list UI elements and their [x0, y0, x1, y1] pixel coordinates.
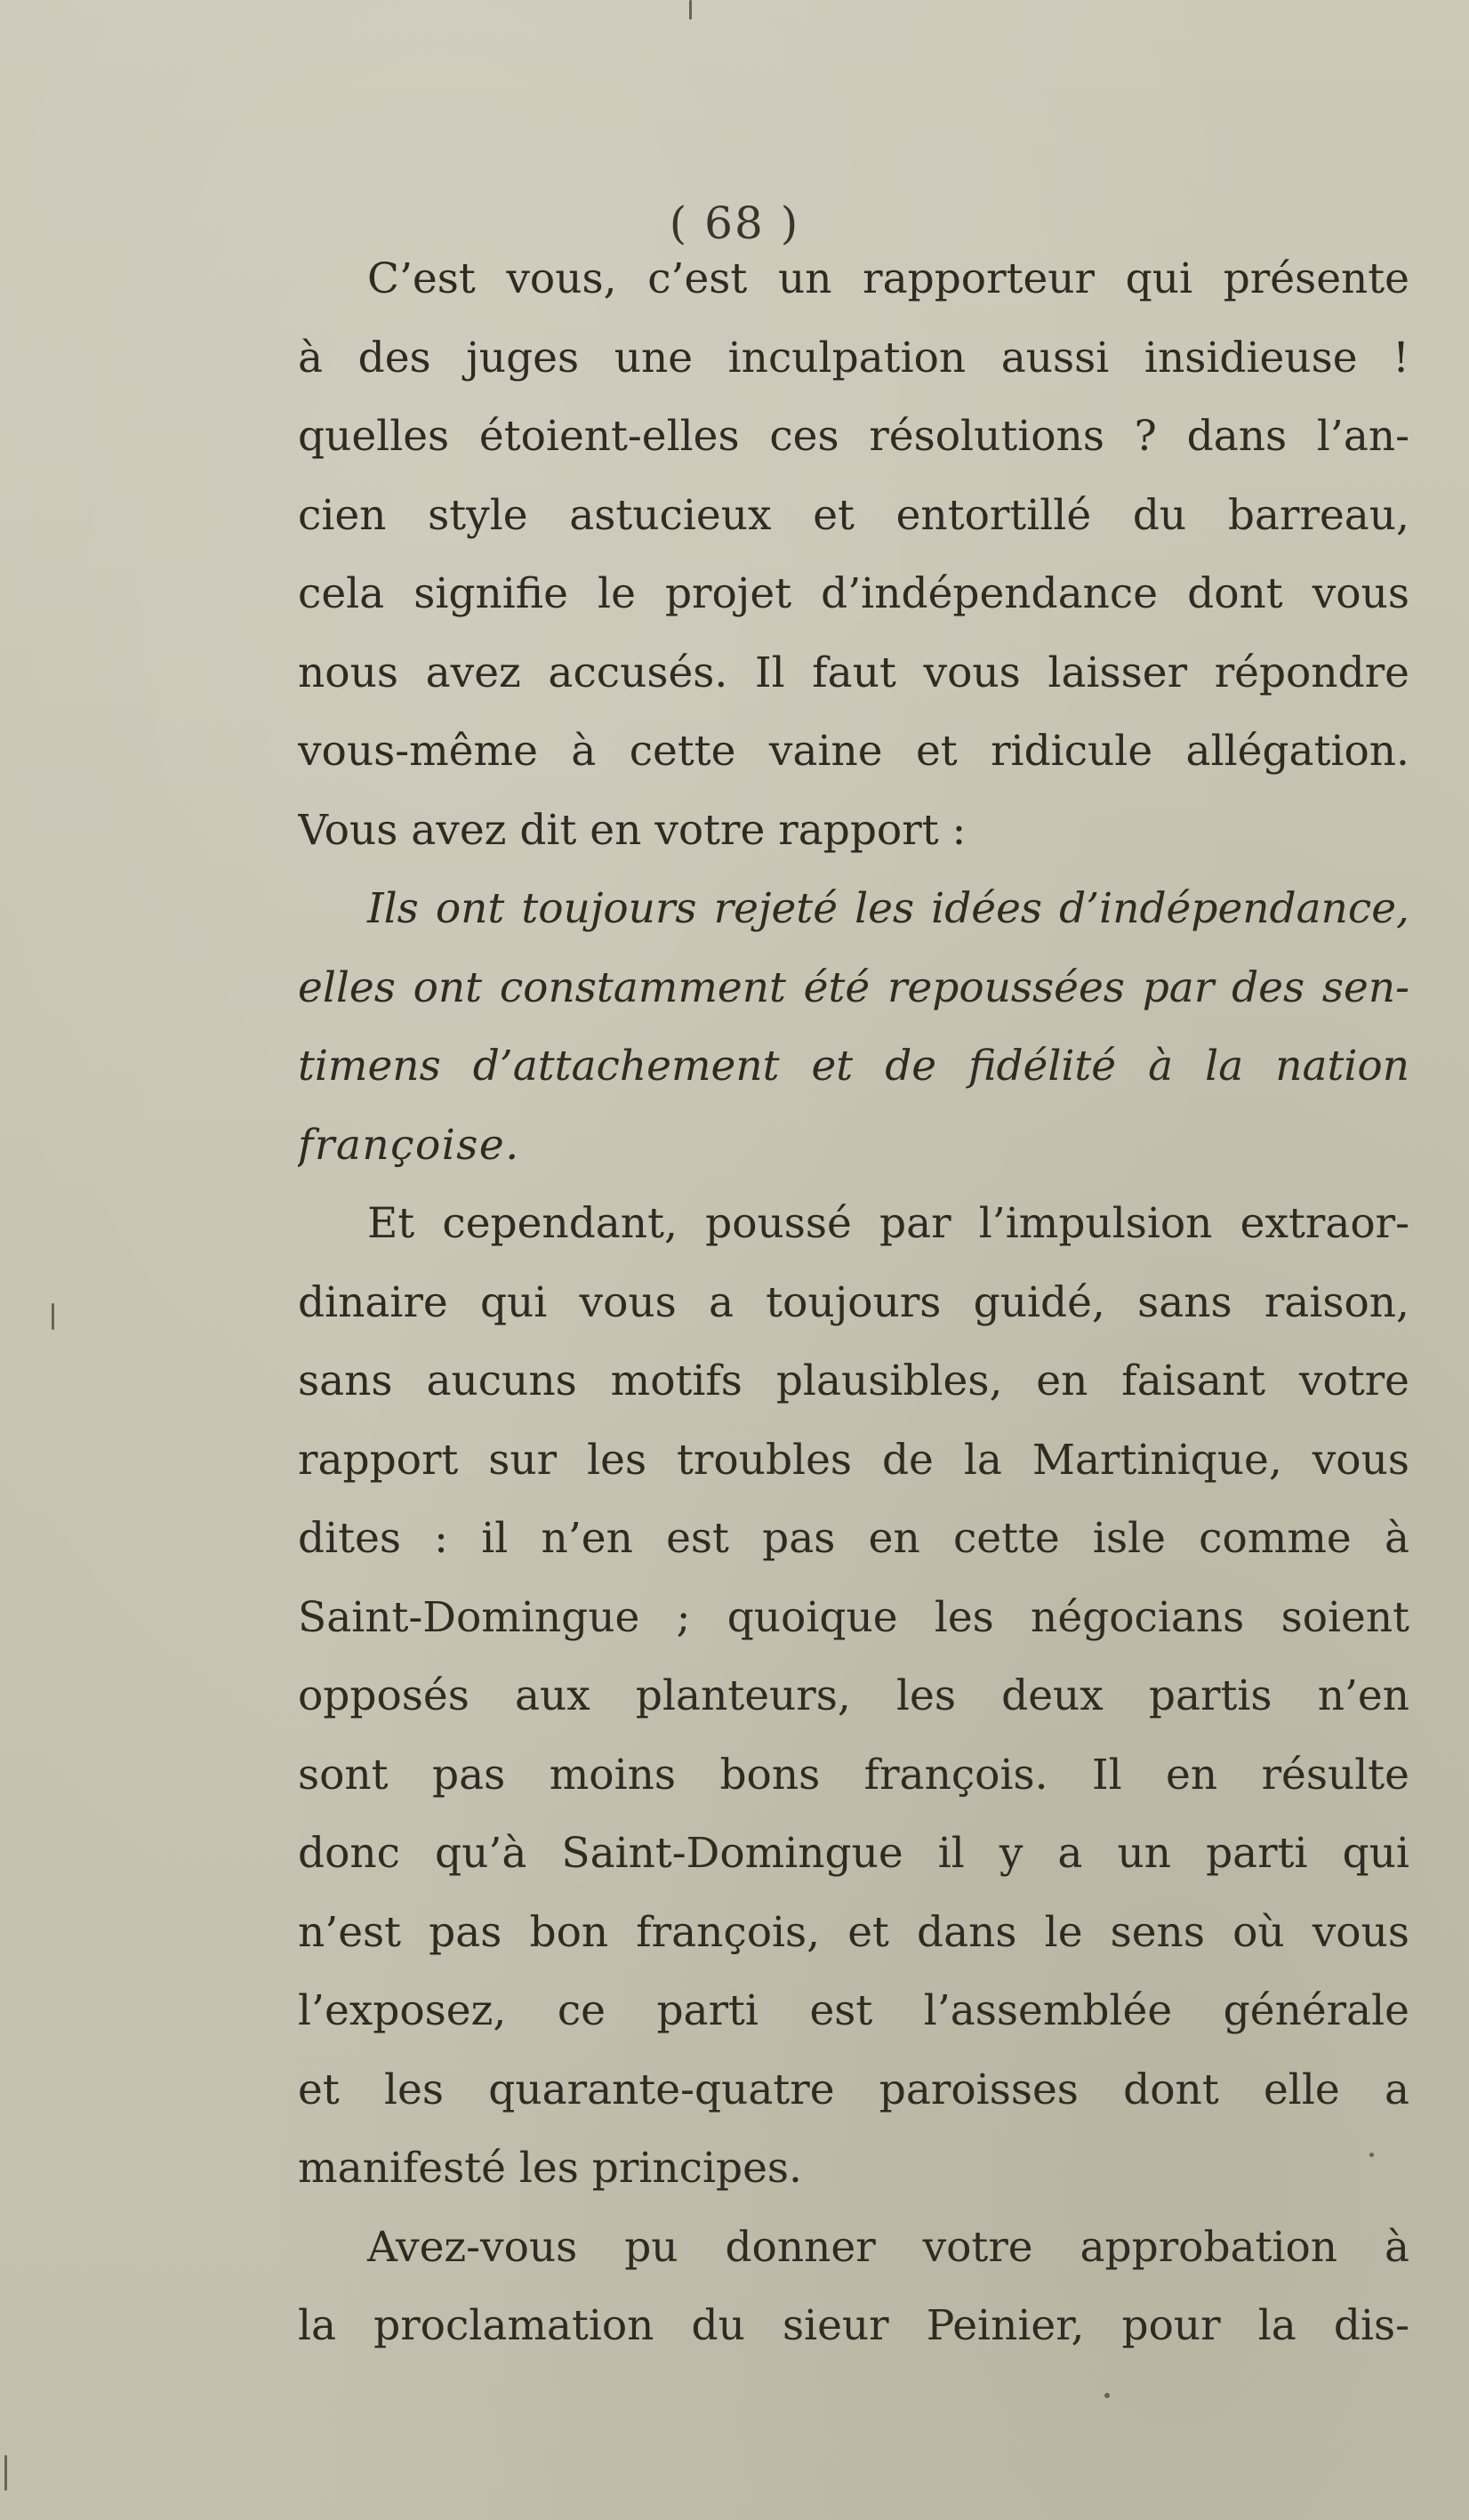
- paper-speck: [4, 2455, 7, 2491]
- quote-line: françoise.: [298, 1120, 520, 1170]
- text-line: manifesté les principes.: [298, 2144, 802, 2193]
- text-line: cela signifie le projet d’indépendance dont vous: [298, 569, 1409, 618]
- paper-speck: [1104, 2393, 1110, 2398]
- text-line: rapport sur les troubles de la Martinique, vous: [298, 1435, 1409, 1485]
- text-line: Vous avez dit en votre rapport :: [298, 805, 967, 855]
- paper-speck: [52, 1303, 54, 1330]
- text-line: n’est pas bon françois, et dans le sens où vous: [298, 1907, 1409, 1957]
- page-number: ( 68 ): [669, 197, 800, 249]
- text-line: sans aucuns motifs plausibles, en faisant votre: [298, 1357, 1409, 1405]
- text-line: dinaire qui vous a toujours guidé, sans raison,: [298, 1277, 1409, 1327]
- quote-line: timens d’attachement et de fidélité à la nation: [298, 1042, 1409, 1091]
- text-line: à des juges une inculpation aussi insidieuse !: [298, 333, 1409, 382]
- text-line: Et cependant, poussé par l’impulsion extraor-: [367, 1199, 1409, 1248]
- paper-speck: [689, 0, 692, 20]
- text-line: C’est vous, c’est un rapporteur qui présente: [367, 254, 1409, 303]
- text-line: l’exposez, ce parti est l’assemblée générale: [298, 1986, 1409, 2035]
- paper-speck: [1369, 2153, 1374, 2157]
- text-line: et les quarante-quatre paroisses dont elle a: [298, 2065, 1409, 2114]
- text-line: opposés aux planteurs, les deux partis n’en: [298, 1671, 1409, 1720]
- text-line: dites : il n’en est pas en cette isle comme à: [298, 1514, 1409, 1563]
- text-line: donc qu’à Saint-Domingue il y a un parti qui: [298, 1829, 1409, 1878]
- text-line: vous-même à cette vaine et ridicule allégation.: [298, 727, 1409, 776]
- text-line: cien style astucieux et entortillé du barreau,: [298, 490, 1409, 540]
- quote-line: elles ont constamment été repoussées par des sen-: [298, 962, 1409, 1012]
- text-line: nous avez accusés. Il faut vous laisser répondre: [298, 648, 1409, 697]
- body-text: [298, 240, 1409, 2366]
- text-line: Avez-vous pu donner votre approbation à: [367, 2222, 1409, 2272]
- text-line: sont pas moins bons françois. Il en résulte: [298, 1750, 1409, 1799]
- text-line: quelles étoient-elles ces résolutions ? dans l’an-: [298, 412, 1409, 461]
- quote-line: Ils ont toujours rejeté les idées d’indépendance,: [367, 884, 1409, 933]
- text-line: Saint-Domingue ; quoique les négocians soient: [298, 1592, 1409, 1642]
- text-line: la proclamation du sieur Peinier, pour la dis-: [298, 2301, 1409, 2350]
